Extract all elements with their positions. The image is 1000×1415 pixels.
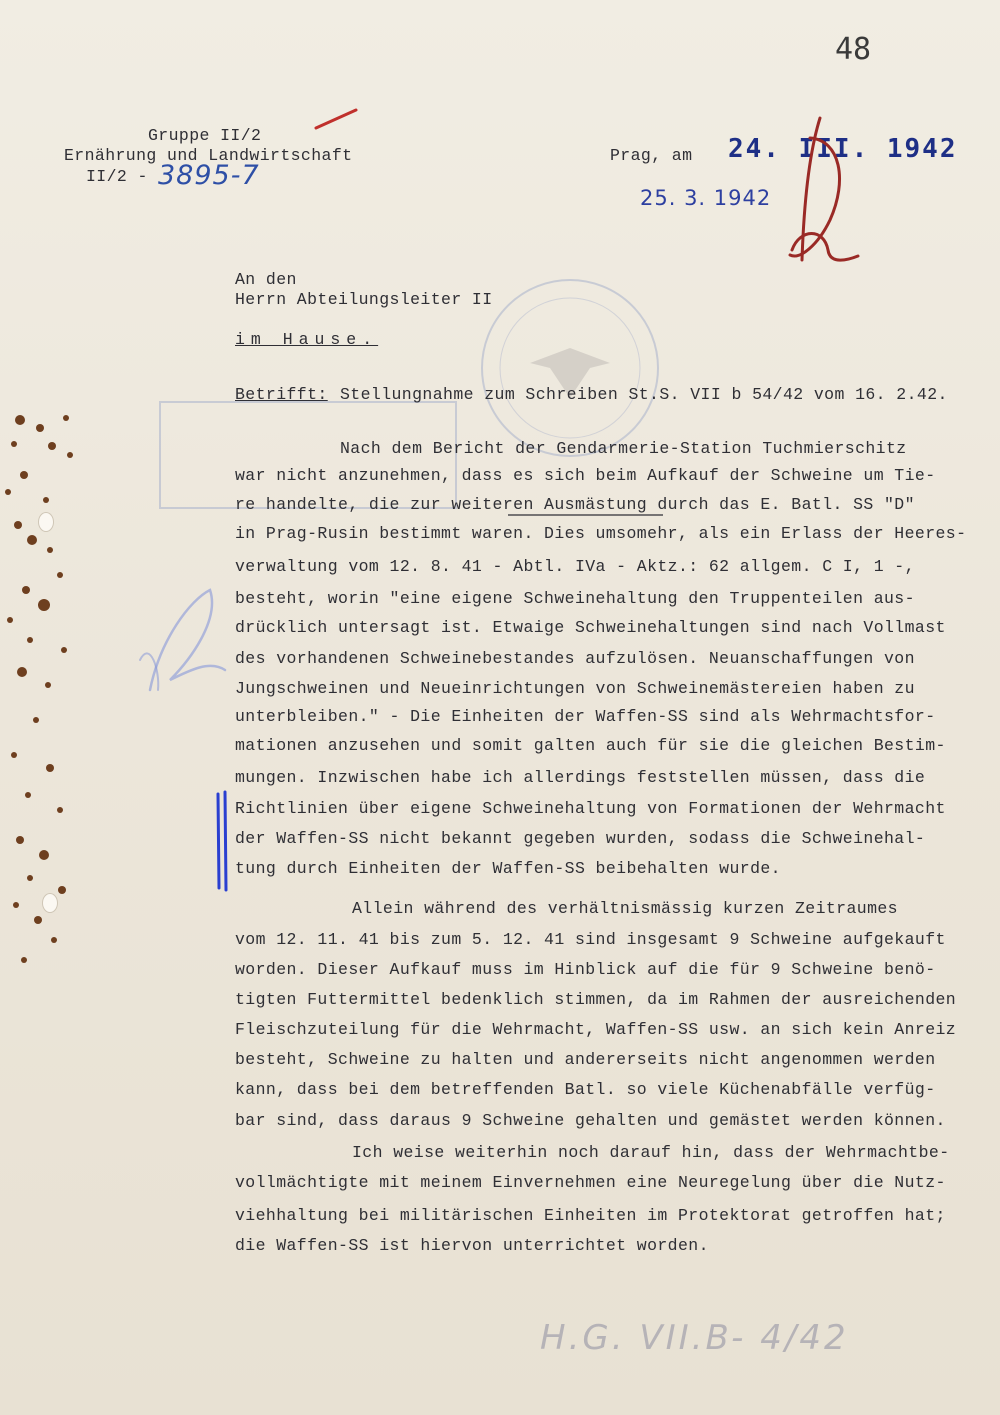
body-line-5: verwaltung vom 12. 8. 41 - Abtl. IVa - Aktz.: 62 allgem. C I, 1 -,	[235, 557, 915, 576]
page-number: 48	[835, 32, 872, 67]
body-line-23: bar sind, dass daraus 9 Schweine gehalten und gemästet werden können.	[235, 1111, 946, 1130]
faint-blue-signature	[130, 580, 240, 710]
body-line-1: Nach dem Bericht der Gendarmerie-Station Tuchmierschitz	[340, 439, 907, 458]
body-line-8: des vorhandenen Schweinebestandes aufzulösen. Neuanschaffungen von	[235, 649, 915, 668]
subject-text: Stellungnahme zum Schreiben St.S. VII b 54/42 vom 16. 2.42.	[340, 385, 948, 404]
body-line-26: viehhaltung bei militärischen Einheiten im Protektorat getroffen hat;	[235, 1206, 946, 1225]
body-line-20: Fleischzuteilung für die Wehrmacht, Waffen-SS usw. an sich kein Anreiz	[235, 1020, 957, 1039]
recipient-line-3: im Hause.	[235, 330, 379, 349]
body-line-13: Richtlinien über eigene Schweinehaltung von Formationen der Wehrmacht	[235, 799, 946, 818]
date-stamp: 24. III. 1942	[728, 134, 958, 164]
body-line-14: der Waffen-SS nicht bekannt gegeben wurden, sodass die Schweinehal-	[235, 829, 926, 848]
dept-line-2: Ernährung und Landwirtschaft	[64, 146, 353, 165]
recipient-line-1: An den	[235, 270, 297, 289]
body-line-25: vollmächtigte mit meinem Einvernehmen eine Neuregelung über die Nutz-	[235, 1173, 946, 1192]
received-date-stamp: 25. 3. 1942	[640, 186, 772, 210]
red-handwritten-initial	[770, 110, 870, 280]
body-line-7: drücklich untersagt ist. Etwaige Schweinehaltungen sind nach Vollmast	[235, 618, 946, 637]
recipient-line-2: Herrn Abteilungsleiter II	[235, 290, 493, 309]
body-line-21: besteht, Schweine zu halten und andererseits nicht angenommen werden	[235, 1050, 936, 1069]
dept-line-1: Gruppe II/2	[148, 126, 262, 145]
body-line-19: tigten Futtermittel bedenklich stimmen, da im Rahmen der ausreichenden	[235, 990, 957, 1009]
body-line-11: mationen anzusehen und somit galten auch für sie die gleichen Bestim-	[235, 736, 946, 755]
body-line-22: kann, dass bei dem betreffenden Batl. so viele Küchenabfälle verfüg-	[235, 1080, 936, 1099]
body-line-2: war nicht anzunehmen, dass es sich beim Aufkauf der Schweine um Tie-	[235, 466, 936, 485]
faint-round-seal	[470, 268, 670, 468]
body-line-27: die Waffen-SS ist hiervon unterrichtet worden.	[235, 1236, 709, 1255]
reference-prefix: II/2 -	[86, 167, 148, 186]
body-line-17: vom 12. 11. 41 bis zum 5. 12. 41 sind insgesamt 9 Schweine aufgekauft	[235, 930, 946, 949]
subject-label: Betrifft:	[235, 385, 328, 404]
body-line-4: in Prag-Rusin bestimmt waren. Dies umsomehr, als ein Erlass der Heeres-	[235, 524, 967, 543]
body-line-18: worden. Dieser Aufkauf muss im Hinblick auf die für 9 Schweine benö-	[235, 960, 936, 979]
place-date-prefix: Prag, am	[610, 146, 693, 165]
rust-stains	[0, 400, 90, 1000]
body-line-15: tung durch Einheiten der Waffen-SS beibehalten wurde.	[235, 859, 781, 878]
body-line-12: mungen. Inzwischen habe ich allerdings feststellen müssen, dass die	[235, 768, 926, 787]
reference-handwritten: 3895-7	[158, 160, 260, 191]
blue-margin-mark	[212, 790, 232, 895]
underline-ausmaestung	[508, 512, 668, 518]
red-tick-mark	[312, 104, 362, 134]
body-line-10: unterbleiben." - Die Einheiten der Waffen-SS sind als Wehrmachtsfor-	[235, 707, 936, 726]
body-line-24: Ich weise weiterhin noch darauf hin, dass der Wehrmachtbe-	[352, 1143, 950, 1162]
body-line-6: besteht, worin "eine eigene Schweinehaltung den Truppenteilen aus-	[235, 589, 915, 608]
body-line-16: Allein während des verhältnismässig kurzen Zeitraumes	[352, 899, 898, 918]
body-line-3: re handelte, die zur weiteren Ausmästung durch das E. Batl. SS "D"	[235, 495, 915, 514]
body-line-9: Jungschweinen und Neueinrichtungen von Schweinemästereien haben zu	[235, 679, 915, 698]
footer-pencil-note: H.G. VII.B- 4/42	[540, 1318, 849, 1358]
